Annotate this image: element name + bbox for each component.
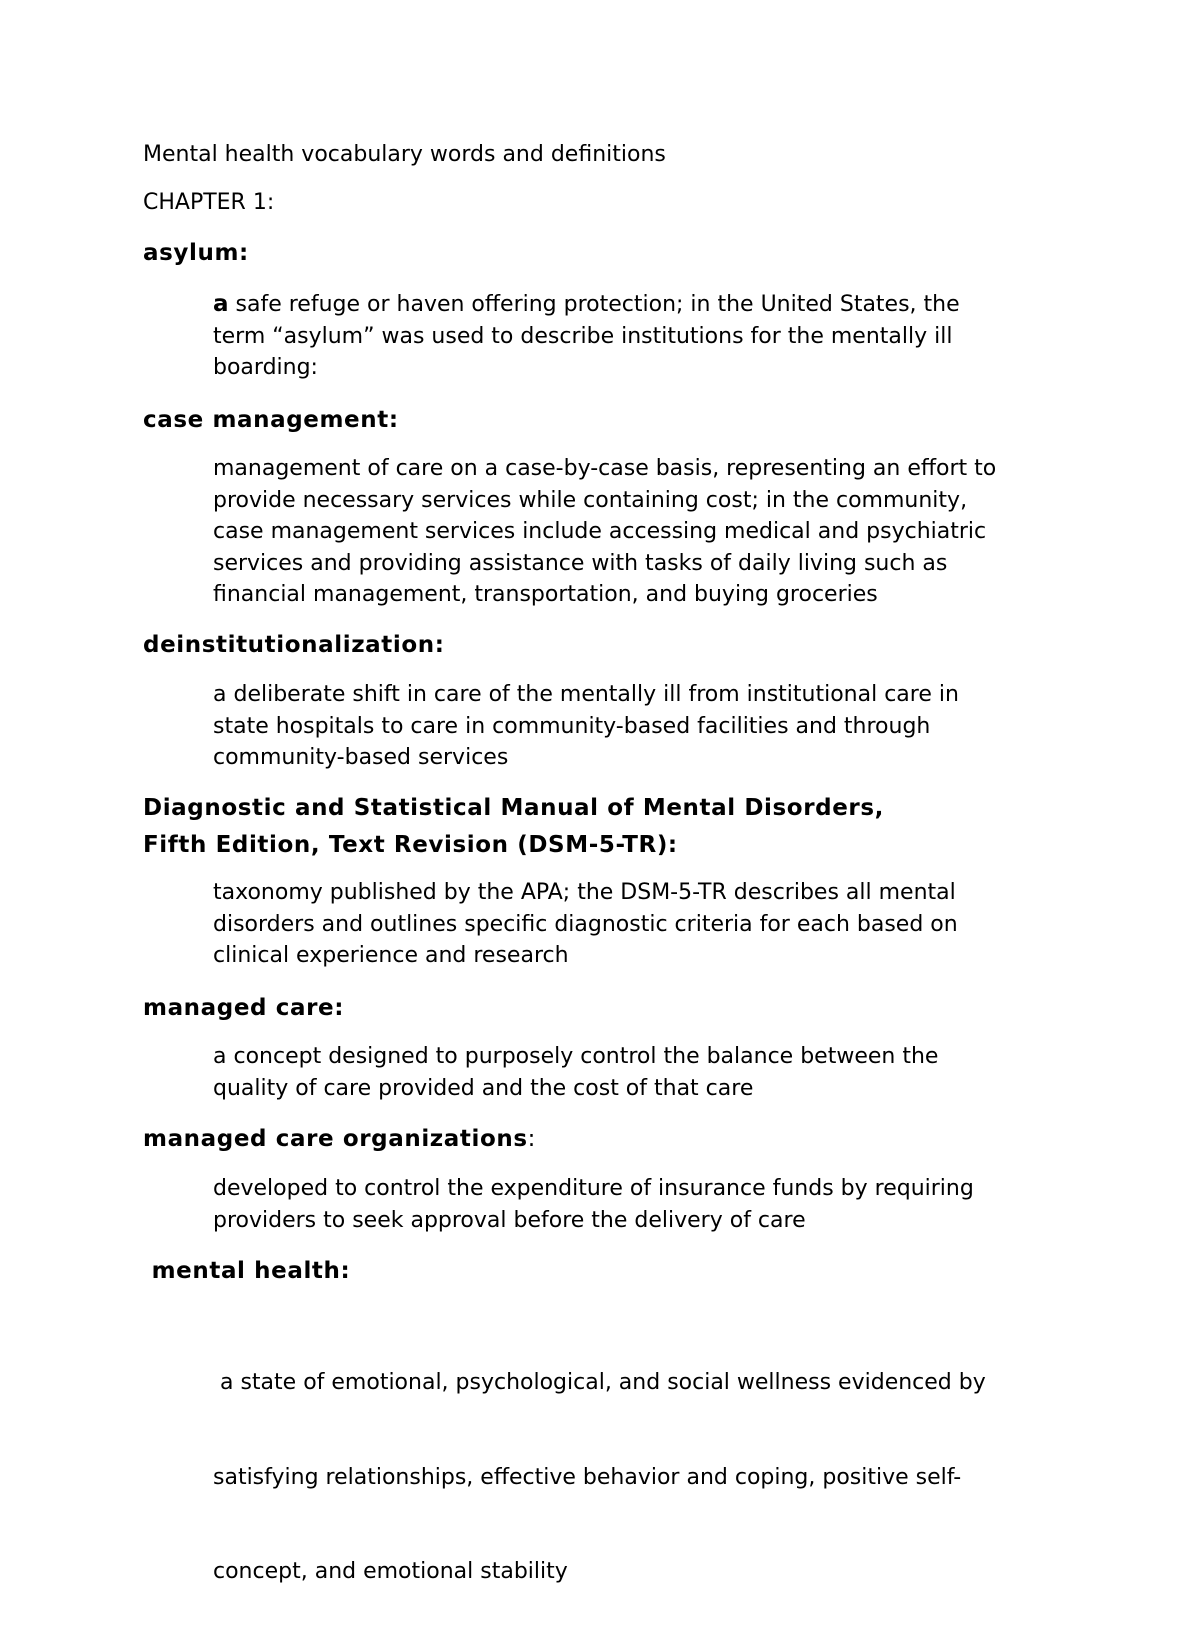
definition-asylum xyxy=(213,289,960,384)
term-deinstitutionalization: deinstitutionalization: xyxy=(143,632,445,658)
definition-line: taxonomy published by the APA; the DSM-5-TR describes all mental xyxy=(213,880,956,905)
definition-line: services and providing assistance with tasks of daily living such as xyxy=(213,550,948,576)
definition-line: concept, and emotional stability xyxy=(213,1559,568,1584)
definition-line: satisfying relationships, effective behavior and coping, positive self- xyxy=(213,1464,962,1490)
chapter-heading: CHAPTER 1: xyxy=(143,190,275,215)
definition-line: boarding: xyxy=(213,355,318,380)
definition-line: management of care on a case-by-case basis, representing an effort to xyxy=(213,456,997,481)
definition-line: disorders and outlines specific diagnostic criteria for each based on xyxy=(213,911,958,937)
definition-line: financial management, transportation, and buying groceries xyxy=(213,582,878,607)
definition-line: state hospitals to care in community-based facilities and through xyxy=(213,713,931,739)
term-dsm-line-1: Diagnostic and Statistical Manual of Mental Disorders, xyxy=(143,795,884,821)
definition-line: case management services include accessing medical and psychiatric xyxy=(213,519,987,544)
definition-line: a concept designed to purposely control the balance between the xyxy=(213,1044,939,1069)
definition-line: community-based services xyxy=(213,745,509,770)
definition-line: providers to seek approval before the delivery of care xyxy=(213,1207,806,1233)
term-asylum: asylum: xyxy=(143,240,249,266)
definition-line: a deliberate shift in care of the mentally ill from institutional care in xyxy=(213,682,959,707)
definition-managed-care-organizations xyxy=(213,1173,974,1236)
term-managed-care: managed care: xyxy=(143,995,345,1021)
definition-case-management xyxy=(213,453,996,611)
definition-line: developed to control the expenditure of insurance funds by requiring xyxy=(213,1176,974,1201)
definition-managed-care xyxy=(213,1041,938,1104)
definition-mental-health xyxy=(213,1304,986,1651)
definition-line: a state of emotional, psychological, and social wellness evidenced by xyxy=(213,1370,986,1395)
term-managed-care-organizations xyxy=(143,1121,536,1157)
term-text: managed care organizations xyxy=(143,1126,528,1152)
definition-deinstitutionalization xyxy=(213,679,959,774)
term-dsm-line-2: Fifth Edition, Text Revision (DSM-5-TR): xyxy=(143,832,678,858)
definition-text: safe refuge or haven offering protection; in the United States, the xyxy=(228,292,960,317)
definition-line xyxy=(213,289,960,321)
definition-line: provide necessary services while containing cost; in the community, xyxy=(213,487,968,513)
definition-line: quality of care provided and the cost of that care xyxy=(213,1075,754,1101)
definition-dsm xyxy=(213,877,958,972)
definition-lead-letter: a xyxy=(213,291,229,317)
document-title: Mental health vocabulary words and definitions xyxy=(143,142,666,167)
term-case-management: case management: xyxy=(143,407,399,433)
term-colon: : xyxy=(527,1126,537,1152)
term-mental-health: mental health: xyxy=(143,1258,351,1284)
definition-line: term “asylum” was used to describe institutions for the mentally ill xyxy=(213,323,953,349)
definition-line: clinical experience and research xyxy=(213,943,569,968)
